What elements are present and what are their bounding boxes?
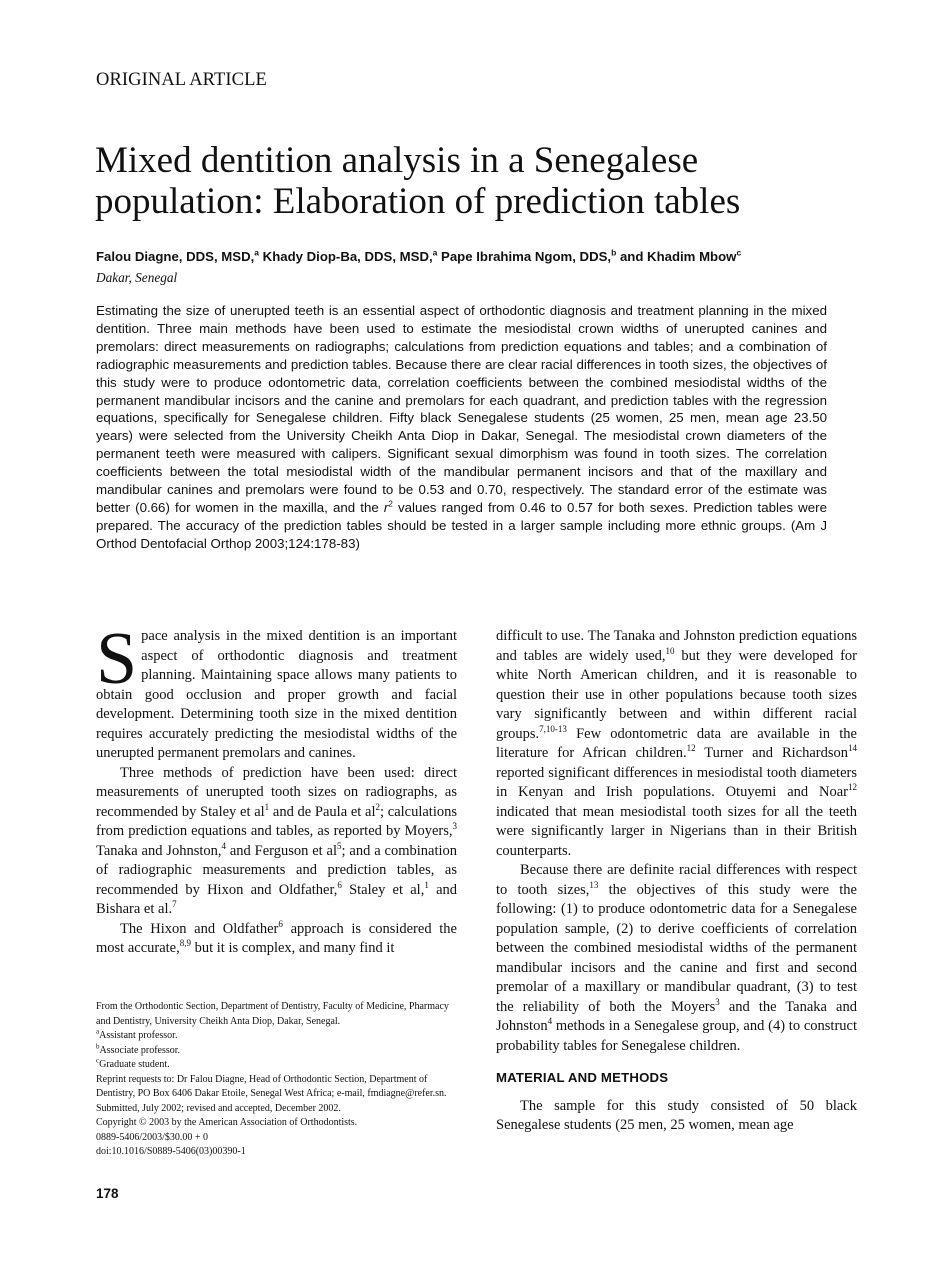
author-name: Pape Ibrahima Ngom, DDS, [437, 249, 612, 264]
paragraph-text: Staley et al, [341, 881, 425, 898]
citation-ref: 14 [848, 743, 857, 754]
citation-ref: 6 [337, 879, 342, 890]
abstract-r-exponent: 2 [388, 499, 393, 509]
footnotes [96, 1000, 458, 1160]
paragraph-text: approach is considered the most accurate, [96, 920, 457, 956]
paragraph-text: but it is complex, and many find it [191, 940, 395, 956]
paragraph-text: ; calculations from prediction equations and tables, as reported by Moyers, [96, 803, 458, 839]
section-heading: MATERIAL AND METHODS [496, 1070, 669, 1085]
paragraph-text: the objectives of this study were the following: (1) to produce odontometric data for a Senegalese population sample, (2) to derive coefficients of correlation between the combined mesiodistal widths of the permanent mandibular incisors and the canine and first and second premolar of a maxillary or mandibular quadrant, (3) to test the reliability of both the Moyers [496, 881, 857, 1015]
citation-ref: 6 [278, 918, 283, 929]
author-name: and Khadim Mbow [616, 249, 737, 264]
article-title: Mixed dentition analysis in a Senegalese population: Elaboration of prediction tables [95, 140, 741, 222]
paragraph-text: and the Tanaka and Johnston [496, 998, 857, 1034]
footnote-issn: 0889-5406/2003/$30.00 + 0 [96, 1131, 209, 1143]
paragraph-text: Turner and Richardson [695, 745, 848, 761]
author-location: Dakar, Senegal [96, 270, 178, 285]
methods-overview-paragraph [96, 764, 457, 920]
citation-ref: 8,9 [179, 938, 191, 949]
footnote-b [96, 1044, 458, 1059]
page-number: 178 [96, 1186, 119, 1201]
drop-cap: S [96, 618, 138, 700]
paragraph-text: difficult to use. The Tanaka and Johnston prediction equations and tables are widely used, [496, 628, 857, 664]
affiliation-mark: a [96, 1027, 100, 1036]
paragraph-text: The Hixon and Oldfather [120, 920, 279, 937]
citation-ref: 3 [452, 821, 457, 832]
methods-paragraph: The sample for this study consisted of 50 black Senegalese students (25 men, 25 women, mean age [496, 1097, 857, 1133]
paragraph-text: Few odontometric data are available in the literature for African children. [496, 725, 857, 761]
citation-ref: 4 [221, 840, 226, 851]
abstract-r-symbol: r [383, 499, 389, 515]
footnote-text: Associate professor. [99, 1044, 181, 1056]
abstract [96, 302, 827, 553]
citation-ref: 12 [848, 782, 857, 793]
author-name: Falou Diagne, DDS, MSD, [96, 249, 255, 264]
citation-ref: 13 [589, 879, 599, 890]
abstract-text: values ranged from 0.46 to 0.57 for both sexes. Prediction tables were prepared. The accuracy of the prediction tables should be tested in a larger sample including more ethnic groups. (Am J Orthod Dentofacial Orthop 2003;124:178-83) [96, 499, 827, 551]
intro-paragraph [96, 618, 457, 764]
paragraph-text: and Ferguson et al [226, 842, 338, 859]
citation-ref: 5 [337, 840, 342, 851]
citation-ref: 7 [172, 899, 177, 910]
author-name: Khady Diop-Ba, DDS, MSD, [259, 249, 433, 264]
footnote-c [96, 1058, 458, 1073]
affiliation-mark: c [96, 1056, 100, 1065]
body-column-left [96, 618, 458, 959]
footnote-doi: doi:10.1016/S0889-5406(03)00390-1 [96, 1146, 246, 1157]
paragraph-text: indicated that mean mesiodistal tooth sizes for all the teeth were significantly larger in Nigerians than in their British counterparts. [496, 803, 857, 859]
citation-ref: 12 [686, 743, 696, 754]
paragraph-text: Because there are definite racial differences with respect to tooth sizes, [496, 862, 857, 898]
affiliation-mark: a [432, 247, 438, 258]
affiliation-mark: b [96, 1042, 100, 1051]
citation-ref: 2 [375, 801, 381, 812]
section-label: ORIGINAL ARTICLE [96, 70, 267, 90]
paragraph-text: but they were developed for white North American children, and it is reasonable to question their use in other populations because tooth sizes vary significantly between and within different racial groups. [496, 647, 857, 742]
paragraph-text: methods in a Senegalese group, and (4) to construct probability tables for Senegalese children. [496, 1018, 857, 1054]
hixon-paragraph-continued [496, 627, 857, 861]
paragraph-text: pace analysis in the mixed dentition is an important aspect of orthodontic diagnosis and treatment planning. Maintaining space allows many patients to obtain good occlusion and proper growth and facial development. Determining tooth size in the mixed dentition requires accurately predicting the mesiodistal widths of the unerupted permanent premolars and canines. [96, 628, 457, 761]
author-list [96, 249, 856, 265]
footnote-submitted: Submitted, July 2002; revised and accepted, December 2002. [96, 1102, 341, 1114]
citation-ref: 1 [424, 879, 429, 890]
paragraph-text: and de Paula et al [269, 803, 376, 820]
abstract-text: Estimating the size of unerupted teeth is an essential aspect of orthodontic diagnosis and treatment planning in the mixed dentition. Three main methods have been used to estimate the mesiodistal crown widths of unerupted canines and premolars: direct measurements on radiographs; calculations from prediction equations and tables; and a combination of radiographic measurements and prediction tables. Because there are clear racial differences in tooth sizes, the objectives of this study were to produce odontometric data, correlation coefficients between the combined mesiodistal widths of the permanent mandibular incisors and the canine and premolars for each quadrant, and prediction tables with the regression equations, specifically for Senegalese children. Fifty black Senegalese students (25 women, 25 men, mean age 23.50 years) were selected from the University Cheikh Anta Diop in Dakar, Senegal. The mesiodistal crown diameters of the permanent teeth were measured with calipers. Significant sexual dimorphism was found in tooth sizes. The correlation coefficients between the total mesiodistal width of the mandibular permanent incisors and that of the maxillary and mandibular canines and premolars were found to be 0.53 and 0.70, respectively. The standard error of the estimate was better (0.66) for women in the maxilla, and the [96, 303, 827, 515]
affiliation-mark: b [611, 247, 617, 258]
affiliation-mark: c [736, 247, 742, 258]
paragraph-text: Tanaka and Johnston, [96, 842, 222, 859]
hixon-paragraph-start [96, 920, 457, 959]
objectives-paragraph [496, 861, 857, 1056]
citation-ref: 4 [547, 1016, 553, 1027]
footnote-text: Assistant professor. [99, 1030, 178, 1041]
footnote-reprint: Reprint requests to: Dr Falou Diagne, Head of Orthodontic Section, Department of Dentistry, PO Box 6406 Dakar Etoile, Senegal West Africa; e-mail, fmdiagne@refer.sn. [96, 1073, 447, 1099]
citation-ref: 1 [264, 801, 270, 812]
footnote-a [96, 1029, 458, 1044]
citation-ref: 3 [715, 996, 720, 1007]
citation-ref: 7,10-13 [539, 723, 567, 734]
paragraph-text: and Bishara et al. [96, 881, 458, 917]
body-column-right [496, 627, 857, 1136]
citation-ref: 10 [665, 645, 675, 656]
paragraph-text: Three methods of prediction have been used: direct measurements of unerupted tooth sizes on radiographs, as recommended by Staley et al [96, 764, 457, 820]
paragraph-text: reported significant differences in mesiodistal tooth diameters in Kenyan and Irish populations. Otuyemi and Noar [496, 764, 857, 800]
footnote-text: Graduate student. [99, 1059, 170, 1070]
affiliation-mark: a [254, 247, 259, 258]
footnote-affiliation: From the Orthodontic Section, Department of Dentistry, Faculty of Medicine, Pharmacy and Dentistry, University Cheikh Anta Diop, Dakar, Senegal. [96, 1001, 449, 1027]
paragraph-text: ; and a combination of radiographic measurements and prediction tables, as recommended by Hixon and Oldfather, [96, 842, 458, 898]
footnote-copyright: Copyright © 2003 by the American Association of Orthodontists. [96, 1117, 358, 1128]
